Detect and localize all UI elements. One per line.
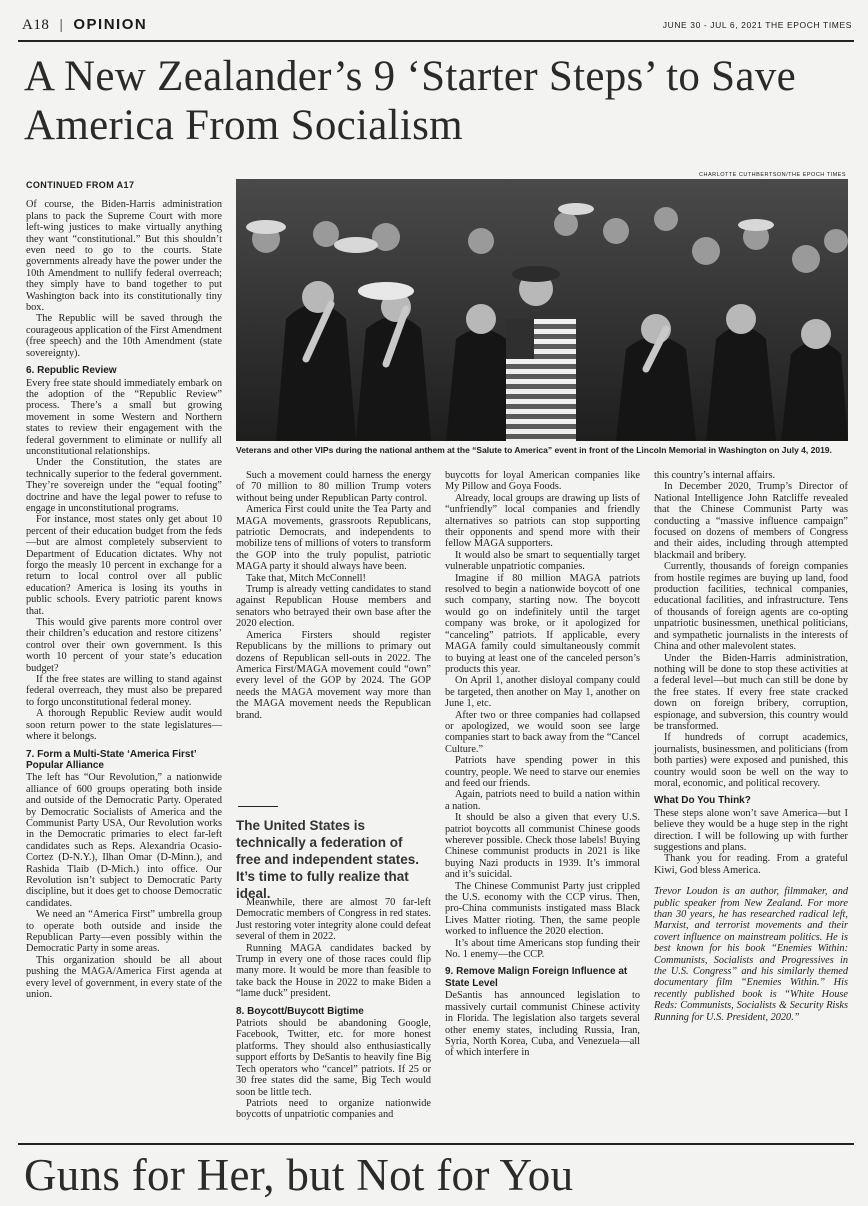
paragraph: It should be also a given that every U.S. patriot boycotts all communist Chinese goods wherever possible. Check those labels! Buying Chinese communist products in 2021 is like buying Nazi products in 1939. It’s immoral and it’s suicidal. — [445, 812, 640, 881]
masthead-separator: | — [59, 17, 64, 33]
paragraph: DeSantis has announced legislation to massively curtail communist Chinese activity in Florida. The legislation also targets several other enemy states, including Russia, Iran, Syria, North Korea, Cuba, and Venezuela—all of which interfere in — [445, 990, 640, 1059]
paragraph: Meanwhile, there are almost 70 far-left Democratic members of Congress in red states. Just restoring voter integrity alone could defeat several of them in 2022. — [236, 897, 431, 943]
section-heading-republic-review: 6. Republic Review — [26, 365, 117, 377]
paragraph: America First could unite the Tea Party and MAGA movements, grassroots Republicans, patriotic Democrats, and independents to mobilize tens of millions of voters to transform the GOP into the truly populist, patriotic MAGA party it should always have been. — [236, 504, 431, 573]
article-column-2-continued — [236, 897, 431, 1121]
paragraph: Already, local groups are drawing up lists of “unfriendly” local companies and friendly alternatives so patriots can stop supporting their opponents and spend more with their fellow MAGA supporters. — [445, 492, 640, 550]
article-column-4 — [654, 470, 848, 1023]
page-number: A18 — [22, 17, 50, 33]
section-heading-america-first-alliance: 7. Form a Multi-State ‘America First’ Popular Alliance — [26, 748, 197, 771]
paragraph: Under the Biden-Harris administration, nothing will be done to stop these activities at a federal level—but much can still be done by the free states. If every free state cracked down on foreign bribery, corruption, espionage, and subversion, this country would be transformed. — [654, 652, 848, 732]
section-heading-boycott: 8. Boycott/Buycott Bigtime — [236, 1005, 364, 1017]
paragraph: Again, patriots need to build a nation within a nation. — [445, 789, 640, 812]
paragraph: It would also be smart to sequentially target vulnerable unpatriotic companies. — [445, 549, 640, 573]
article-column-1 — [26, 180, 222, 1000]
paragraph: A thorough Republic Review audit would soon return power to the state legislatures—where it belongs. — [26, 708, 222, 743]
article-column-3 — [445, 470, 640, 1059]
pullquote: The United States is technically a federation of free and independent states. It’s time to fully realize that ideal. — [236, 818, 420, 901]
footer-rule — [18, 1143, 854, 1145]
paragraph: Such a movement could harness the energy of 70 million to 80 million Trump voters without being under Republican Party control. — [236, 470, 431, 504]
section-heading-what-do-you-think: What Do You Think? — [654, 795, 751, 807]
paragraph: Running MAGA candidates backed by Trump in every one of those races could flip many more. It would be more than feasible to take back the House in 2022 to make Biden a “lame duck” president. — [236, 942, 431, 1000]
paragraph: The Chinese Communist Party just crippled the U.S. economy with the CCP virus. Then, pro-China communists instigated mass Black Lives Matter rioting. Then, the same people worked to influence the 2020 election. — [445, 880, 640, 938]
paragraph: Thank you for reading. From a grateful Kiwi, God bless America. — [654, 853, 848, 876]
section-name: OPINION — [73, 16, 148, 33]
paragraph: Patriots have spending power in this country, people. We need to starve our enemies and feed our friends. — [445, 755, 640, 789]
paragraph: Imagine if 80 million MAGA patriots resolved to begin a nationwide boycott of one such company, starting now. The boycott would go on indefinitely until the target company was broke, or it apologized for “canceling” patriots. If applicable, every MAGA family could simultaneously commit to buying at least one of the canceled person’s products this year. — [445, 572, 640, 675]
pullquote-rule — [238, 806, 278, 807]
paragraph: this country’s internal affairs. — [654, 470, 776, 481]
paragraph: This organization should be all about pushing the MAGA/America First agenda at every level of government, in every state of the union. — [26, 954, 222, 1001]
paragraph: For instance, most states only get about 10 percent of their education budget from the feds—but are almost completely subservient to Department of Education dictates. Why not forgo the measly 10 percent in exchange for a return to local control over all public education? America is losing its youths in public schools. Every patriotic parent knows that. — [26, 514, 222, 617]
paragraph: Take that, Mitch McConnell! — [246, 572, 366, 584]
author-bio: Trevor Loudon is an author, filmmaker, and public speaker from New Zealand. For more than 30 years, he has researched radical left, Marxist, and terrorist movements and their covert influence on mainstream politics. He is best known for his book “Enemies Within: Communists, Socialists and Progressives in the U.S. Congress” and his similarly themed documentary film “Enemies Within.” His recently published book is “White House Reds: Communists, Socialists & Security Risks Running for U.S. President, 2020.” — [654, 886, 848, 1023]
photo-caption: Veterans and other VIPs during the national anthem at the “Salute to America” event in front of the Lincoln Memorial in Washington on July 4, 2019. — [236, 445, 832, 455]
article-photo — [236, 179, 848, 441]
photo-credit: CHARLOTTE CUTHBERTSON/THE EPOCH TIMES — [699, 172, 846, 178]
paragraph: buycotts for loyal American companies like My Pillow and Goya Foods. — [445, 470, 640, 493]
article-column-2 — [236, 470, 431, 721]
paragraph: Of course, the Biden-Harris administration plans to pack the Supreme Court with more left-wing justices to make virtually anything they want “constitutional.” But this shouldn’t even need to go to the courts. State governments already have the power under the 10th Amendment to nullify federal overreach; they simply have to band together to put Washington back into its constitutionally tiny box. — [26, 199, 222, 314]
paragraph: Currently, thousands of foreign companies from hostile regimes are buying up land, food production facilities, technical companies, educational facilities, and infrastructure. Tens of thousands of foreign agents are co-opting unpatriotic businessmen, unethical politicians, and sympathetic journalists in the interests of China and other malevolent states. — [654, 561, 848, 653]
paragraph: Patriots need to organize nationwide boycotts of unpatriotic companies and — [236, 1097, 431, 1121]
paragraph: This would give parents more control over their children’s education and restore citizens’ control over their own government. Is this worth 10 percent of your state’s education budget? — [26, 617, 222, 674]
next-article-headline: Guns for Her, but Not for You — [24, 1150, 574, 1200]
paragraph: Under the Constitution, the states are technically superior to the federal government. They’re sovereign under the “equal footing” doctrine and have the legal power to refuse to engage in unconstitutional programs. — [26, 457, 222, 514]
article-headline: A New Zealander’s 9 ‘Starter Steps’ to Save America From Socialism — [24, 53, 796, 149]
paragraph: After two or three companies had collapsed or apologized, we would soon see large companies start to back away from the “Cancel Culture.” — [445, 709, 640, 755]
section-heading-foreign-influence: 9. Remove Malign Foreign Influence at State Level — [445, 966, 628, 989]
paragraph: America Firsters should register Republicans by the millions to primary out dozens of Republican sell-outs in 2022. The America First/MAGA movement could “own” every level of the GOP by 2024. The GOP needs the MAGA movement way more than the MAGA movement needs the Republican brand. — [236, 629, 431, 721]
paragraph: On April 1, another disloyal company could be targeted, then another on May 1, another on June 1, etc. — [445, 675, 640, 710]
page-masthead — [22, 16, 147, 34]
date-publication: JUNE 30 - JUL 6, 2021 THE EPOCH TIMES — [662, 20, 852, 30]
paragraph: If the free states are willing to stand against federal overreach, they must also be prepared to forgo unconstitutional federal money. — [26, 674, 222, 708]
paragraph: We need an “America First” umbrella group to operate both outside and inside the Republican Party—even possibly within the Democratic Party in some areas. — [26, 909, 222, 955]
masthead-rule — [18, 40, 854, 42]
paragraph: These steps alone won’t save America—but I believe they would be a huge step in the right direction. I will be following up with further suggestions and plans. — [654, 807, 848, 853]
paragraph: In December 2020, Trump’s Director of National Intelligence John Ratcliffe revealed that the Chinese Communist Party was conducting a “massive influence campaign” focused on dozens of members of Congress and their aides, including through attempted blackmail and bribery. — [654, 481, 848, 561]
paragraph: It’s about time Americans stop funding their No. 1 enemy—the CCP. — [445, 937, 640, 961]
paragraph: The Republic will be saved through the courageous application of the First Amendment (free speech) and the 10th Amendment (state sovereignty). — [26, 313, 222, 359]
continued-from-label: CONTINUED FROM A17 — [26, 180, 135, 190]
paragraph: If hundreds of corrupt academics, journalists, businessmen, and politicians (from both parties) were exposed and punished, this country would soon be well on the way to moral, economic, and political recovery. — [654, 732, 848, 789]
paragraph: Trump is already vetting candidates to stand against Republican House members and senators who betrayed their own base after the 2020 election. — [236, 584, 431, 630]
crowd-photo-illustration — [236, 179, 848, 441]
paragraph: The left has “Our Revolution,” a nationwide alliance of 600 groups operating both inside and outside of the Democratic Party. Operated by Democratic Socialists of America and the Communist Party USA, Our Revolution works in the Democratic primaries to elect far-left candidates such as Reps. Alexandria Ocasio-Cortez (D-N.Y.), Ilhan Omar (D-Minn.), and Rashida Tlaib (D-Mich.) into office. Our Revolution isn’t subject to Democratic Party discipline, but it does get to choose Democratic candidates. — [26, 772, 222, 909]
paragraph: Every free state should immediately embark on the adoption of the “Republic Review” process. There’s a small but growing movement in some Western and Northern states to review their engagement with the federal government to eliminate or nullify all unconstitutional relationships. — [26, 377, 222, 457]
paragraph: Patriots should be abandoning Google, Facebook, Twitter, etc. for more honest platforms. They should also enthusiastically support efforts by DeSantis to heavily fine Big Tech operators who “cancel” patriots. If 25 or 30 free states did the same, Big Tech would soon be little tech. — [236, 1018, 431, 1098]
